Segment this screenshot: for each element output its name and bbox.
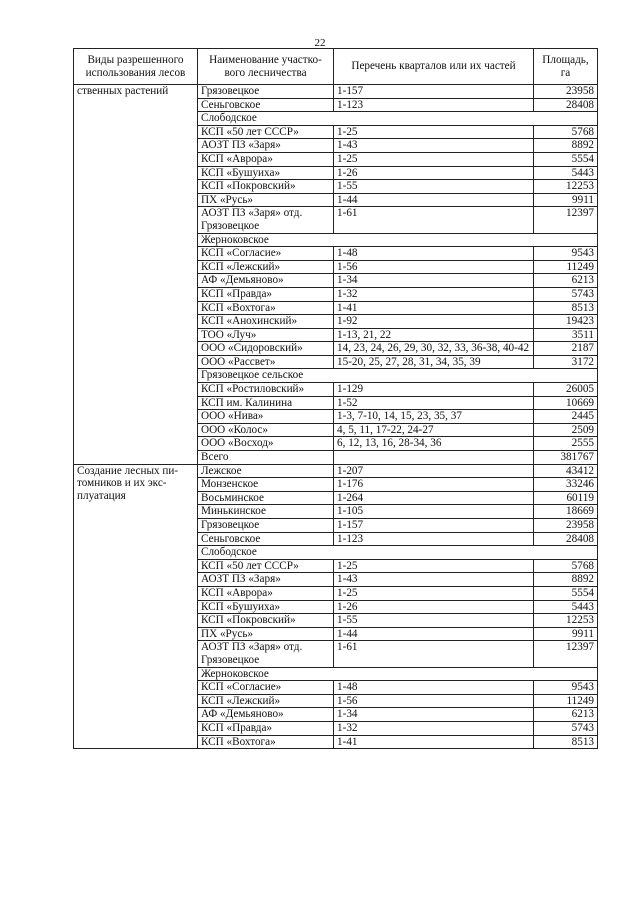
page-number: 22 <box>314 37 326 49</box>
area-cell: 3172 <box>534 355 598 369</box>
forestry-name-cell: Всего <box>198 451 334 465</box>
quarters-cell: 1-43 <box>334 139 534 153</box>
forestry-name-cell: ПХ «Русь» <box>198 627 334 641</box>
area-cell: 5443 <box>534 166 598 180</box>
forest-use-table <box>73 48 598 749</box>
forestry-name-cell: Лежское <box>198 464 334 478</box>
forestry-name-cell: Сеньговское <box>198 532 334 546</box>
forestry-name-cell: КСП «Ростиловский» <box>198 383 334 397</box>
forestry-name-cell: КСП «Согласие» <box>198 247 334 261</box>
forestry-group-label: Грязовецкое сельское <box>198 369 598 383</box>
quarters-cell: 1-41 <box>334 301 534 315</box>
quarters-cell: 1-55 <box>334 614 534 628</box>
quarters-cell: 1-55 <box>334 180 534 194</box>
forestry-name-cell: КСП «Лежский» <box>198 260 334 274</box>
quarters-cell: 1-157 <box>334 519 534 533</box>
area-cell: 12253 <box>534 614 598 628</box>
forestry-name-cell: АФ «Демьяново» <box>198 708 334 722</box>
quarters-cell: 1-48 <box>334 247 534 261</box>
area-cell: 9911 <box>534 193 598 207</box>
area-cell: 2445 <box>534 410 598 424</box>
forestry-name-cell: КСП «50 лет СССР» <box>198 559 334 573</box>
forestry-name-cell: Грязовецкое <box>198 85 334 99</box>
area-cell: 9543 <box>534 681 598 695</box>
quarters-cell: 1-13, 21, 22 <box>334 328 534 342</box>
area-cell: 11249 <box>534 694 598 708</box>
area-cell: 11249 <box>534 260 598 274</box>
quarters-cell: 1-207 <box>334 464 534 478</box>
quarters-cell: 1-56 <box>334 260 534 274</box>
quarters-cell: 1-56 <box>334 694 534 708</box>
forestry-name-cell: АОЗТ ПЗ «Заря» отд. Грязовецкое <box>198 641 334 667</box>
header-forestry: Наименование участко-вого лесничества <box>198 49 334 85</box>
quarters-cell: 1-26 <box>334 166 534 180</box>
area-cell: 12253 <box>534 180 598 194</box>
quarters-cell: 1-44 <box>334 193 534 207</box>
forestry-name-cell: КСП «Вохтога» <box>198 301 334 315</box>
quarters-cell: 1-25 <box>334 559 534 573</box>
quarters-cell: 1-123 <box>334 98 534 112</box>
table-body <box>74 85 598 749</box>
area-cell: 10669 <box>534 396 598 410</box>
forestry-name-cell: КСП «50 лет СССР» <box>198 125 334 139</box>
purpose-cell: Создание лесных пи-томников и их экс-плуатация <box>74 464 198 748</box>
forestry-name-cell: КСП «Покровский» <box>198 180 334 194</box>
forestry-group-label: Слободское <box>198 112 598 126</box>
forestry-name-cell: Восьминское <box>198 491 334 505</box>
quarters-cell <box>334 451 534 465</box>
forestry-name-cell: Грязовецкое <box>198 519 334 533</box>
forestry-group-label: Слободское <box>198 546 598 560</box>
quarters-cell: 1-264 <box>334 491 534 505</box>
forestry-name-cell: Монзенское <box>198 478 334 492</box>
forestry-name-cell: КСП «Правда» <box>198 721 334 735</box>
area-cell: 12397 <box>534 207 598 233</box>
table-row <box>74 85 598 99</box>
quarters-cell: 1-32 <box>334 287 534 301</box>
quarters-cell: 1-3, 7-10, 14, 15, 23, 35, 37 <box>334 410 534 424</box>
quarters-cell: 1-34 <box>334 708 534 722</box>
area-cell: 23958 <box>534 85 598 99</box>
forestry-name-cell: ООО «Рассвет» <box>198 355 334 369</box>
area-cell: 26005 <box>534 383 598 397</box>
area-cell: 19423 <box>534 315 598 329</box>
forestry-group-label: Жерноковское <box>198 233 598 247</box>
quarters-cell: 6, 12, 13, 16, 28-34, 36 <box>334 437 534 451</box>
quarters-cell: 4, 5, 11, 17-22, 24-27 <box>334 423 534 437</box>
quarters-cell: 1-44 <box>334 627 534 641</box>
quarters-cell: 1-26 <box>334 600 534 614</box>
area-cell: 8892 <box>534 139 598 153</box>
forestry-name-cell: ООО «Колос» <box>198 423 334 437</box>
area-cell: 5443 <box>534 600 598 614</box>
quarters-cell: 1-129 <box>334 383 534 397</box>
area-cell: 5743 <box>534 287 598 301</box>
area-cell: 33246 <box>534 478 598 492</box>
area-cell: 18669 <box>534 505 598 519</box>
area-cell: 28408 <box>534 532 598 546</box>
forestry-name-cell: АФ «Демьяново» <box>198 274 334 288</box>
quarters-cell: 1-92 <box>334 315 534 329</box>
area-cell: 9543 <box>534 247 598 261</box>
quarters-cell: 1-34 <box>334 274 534 288</box>
forestry-name-cell: ООО «Восход» <box>198 437 334 451</box>
forestry-name-cell: Минькинское <box>198 505 334 519</box>
quarters-cell: 1-41 <box>334 735 534 749</box>
area-cell: 8513 <box>534 735 598 749</box>
forestry-name-cell: АОЗТ ПЗ «Заря» <box>198 573 334 587</box>
area-cell: 23958 <box>534 519 598 533</box>
header-quarters: Перечень кварталов или их частей <box>334 49 534 85</box>
area-cell: 28408 <box>534 98 598 112</box>
area-cell: 2555 <box>534 437 598 451</box>
forestry-name-cell: ТОО «Луч» <box>198 328 334 342</box>
forestry-group-label: Жерноковское <box>198 667 598 681</box>
quarters-cell: 15-20, 25, 27, 28, 31, 34, 35, 39 <box>334 355 534 369</box>
quarters-cell: 1-123 <box>334 532 534 546</box>
quarters-cell: 1-25 <box>334 152 534 166</box>
forestry-name-cell: КСП «Аврора» <box>198 152 334 166</box>
forestry-name-cell: КСП «Лежский» <box>198 694 334 708</box>
forestry-name-cell: ООО «Сидоровский» <box>198 342 334 356</box>
forestry-name-cell: КСП «Вохтога» <box>198 735 334 749</box>
quarters-cell: 1-105 <box>334 505 534 519</box>
quarters-cell: 1-61 <box>334 207 534 233</box>
header-purpose: Виды разрешенного использования лесов <box>74 49 198 85</box>
forestry-name-cell: КСП «Аврора» <box>198 586 334 600</box>
area-cell: 3511 <box>534 328 598 342</box>
area-cell: 6213 <box>534 708 598 722</box>
quarters-cell: 1-25 <box>334 586 534 600</box>
area-cell: 6213 <box>534 274 598 288</box>
quarters-cell: 1-32 <box>334 721 534 735</box>
forestry-name-cell: КСП «Бушуиха» <box>198 600 334 614</box>
area-cell: 5554 <box>534 586 598 600</box>
quarters-cell: 1-157 <box>334 85 534 99</box>
area-cell: 8892 <box>534 573 598 587</box>
area-cell: 12397 <box>534 641 598 667</box>
quarters-cell: 14, 23, 24, 26, 29, 30, 32, 33, 36-38, 40-42 <box>334 342 534 356</box>
forestry-name-cell: Сеньговское <box>198 98 334 112</box>
table-row <box>74 464 598 478</box>
area-cell: 9911 <box>534 627 598 641</box>
quarters-cell: 1-48 <box>334 681 534 695</box>
forestry-name-cell: АОЗТ ПЗ «Заря» <box>198 139 334 153</box>
purpose-cell: ственных растений <box>74 85 198 465</box>
area-cell: 5768 <box>534 559 598 573</box>
header-area: Площадь, га <box>534 49 598 85</box>
quarters-cell: 1-176 <box>334 478 534 492</box>
area-cell: 60119 <box>534 491 598 505</box>
area-cell: 5554 <box>534 152 598 166</box>
forestry-name-cell: ПХ «Русь» <box>198 193 334 207</box>
quarters-cell: 1-43 <box>334 573 534 587</box>
area-cell: 381767 <box>534 451 598 465</box>
area-cell: 2187 <box>534 342 598 356</box>
quarters-cell: 1-61 <box>334 641 534 667</box>
quarters-cell: 1-25 <box>334 125 534 139</box>
forestry-name-cell: АОЗТ ПЗ «Заря» отд. Грязовецкое <box>198 207 334 233</box>
area-cell: 5743 <box>534 721 598 735</box>
area-cell: 43412 <box>534 464 598 478</box>
area-cell: 8513 <box>534 301 598 315</box>
forestry-name-cell: ООО «Нива» <box>198 410 334 424</box>
forestry-name-cell: КСП «Анохинский» <box>198 315 334 329</box>
quarters-cell: 1-52 <box>334 396 534 410</box>
table-header-row <box>74 49 598 85</box>
area-cell: 2509 <box>534 423 598 437</box>
area-cell: 5768 <box>534 125 598 139</box>
forestry-name-cell: КСП им. Калинина <box>198 396 334 410</box>
forestry-name-cell: КСП «Покровский» <box>198 614 334 628</box>
forestry-name-cell: КСП «Бушуиха» <box>198 166 334 180</box>
forestry-name-cell: КСП «Правда» <box>198 287 334 301</box>
forestry-name-cell: КСП «Согласие» <box>198 681 334 695</box>
